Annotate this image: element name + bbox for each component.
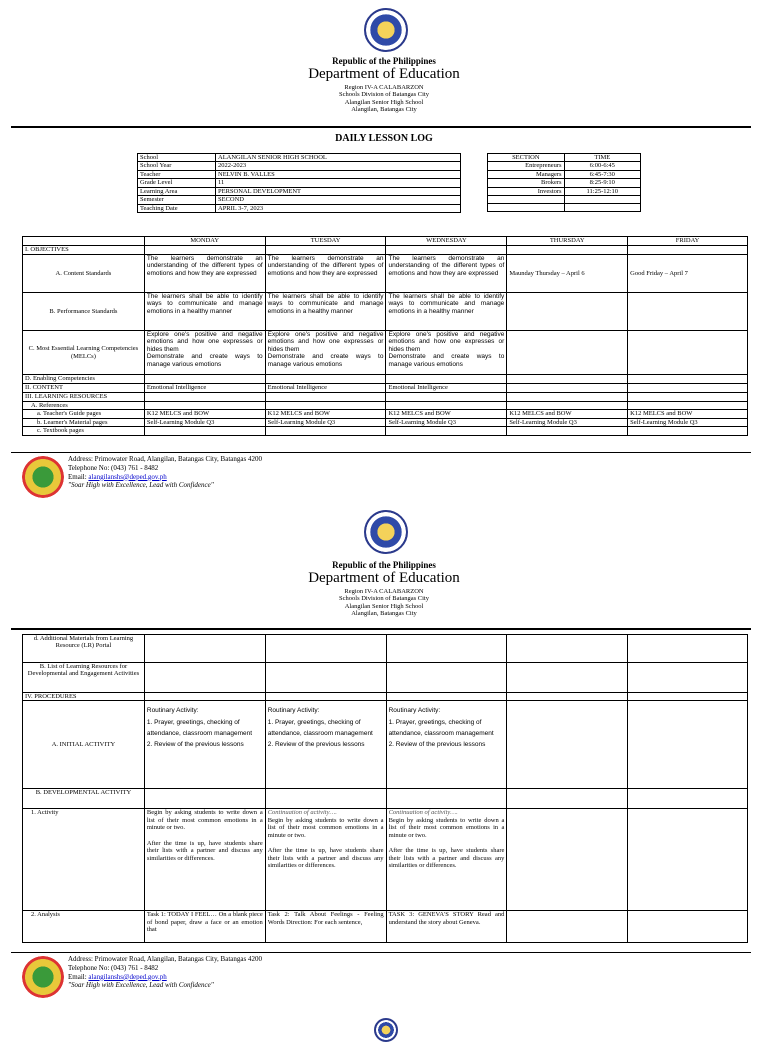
teachers-guide-value: K12 MELCS and BOW [628,410,748,418]
schedule-header: TIME [564,154,640,162]
routinary-item1: 1. Prayer, greetings, checking of attendance, classroom management [267,718,373,737]
address-line: Alangilan, Batangas City [351,106,417,113]
info-value: 2022-2023 [216,162,461,170]
school-logo [22,956,64,998]
activity-item1: Begin by asking students to write down a list of their most common emotions in a minute or two. [388,816,505,839]
content-standards-label: A. Content Standards [23,255,145,293]
republic-label: Republic of the Philippines [332,560,436,570]
page2-footer [68,955,262,990]
performance-standards-label: B. Performance Standards [23,293,145,331]
footer-address: Address: Primowater Road, Alangilan, Batangas City, Batangas 4200 [68,455,262,463]
melcs-label: C. Most Essential Learning Competencies (MELCs) [23,331,145,375]
melcs-text2: Demonstrate and create ways to manage various emotions [146,353,263,368]
content-wednesday: Emotional Intelligence [386,384,507,393]
schedule-section: Investors [488,187,565,195]
activity-wednesday [386,809,507,911]
content-label: II. CONTENT [23,384,145,393]
objectives-label: I. OBJECTIVES [23,246,145,255]
info-key: Semester [138,196,216,204]
analysis-monday: Task 1: TODAY I FEEL… On a blank piece of bond paper, draw a face or an emotion that [144,911,265,943]
info-key: School [138,154,216,162]
activity-item1: Begin by asking students to write down a list of their most common emotions in a minute or two. [267,816,384,839]
melcs-text2: Demonstrate and create ways to manage various emotions [267,353,384,368]
activity-tuesday [265,809,386,911]
schedule-section: Brokers [488,179,565,187]
analysis-label: 2. Analysis [23,911,145,943]
info-value: PERSONAL DEVELOPMENT [216,187,461,195]
activity-monday [144,809,265,911]
deped-seal [364,510,408,554]
initial-activity-label: A. INITIAL ACTIVITY [23,701,145,789]
department-label: Department of Education [308,570,460,587]
routinary-item1: 1. Prayer, greetings, checking of attendance, classroom management [146,718,253,737]
developmental-label: B. DEVELOPMENTAL ACTIVITY [23,789,145,809]
melcs-text2: Demonstrate and create ways to manage various emotions [388,353,505,368]
melcs-tuesday [265,331,386,375]
performance-standards-monday: The learners shall be able to identify ways to communicate and manage emotions in a healthy manner [144,293,265,331]
initial-activity-tuesday [265,701,386,789]
enabling-label: D. Enabling Competencies [23,375,145,384]
routinary-item2: 2. Review of the previous lessons [388,740,486,748]
header-divider [11,628,751,630]
header-divider [11,126,751,128]
doc-title: DAILY LESSON LOG [335,133,433,144]
content-monday: Emotional Intelligence [144,384,265,393]
holiday-thursday: Maunday Thursday – April 6 [507,255,628,293]
info-key: Teaching Date [138,204,216,212]
teachers-guide-value: K12 MELCS and BOW [144,410,265,418]
schedule-section [488,196,565,204]
lesson-table-page1 [22,236,748,436]
melcs-text1: Explore one's positive and negative emotions and how one expresses or hides them [388,331,505,353]
holiday-friday: Good Friday – April 7 [628,255,748,293]
footer-motto: "Soar High with Excellence, Lead with Confidence" [68,981,214,990]
info-key: School Year [138,162,216,170]
info-value: NELVIN B. VALLES [216,170,461,178]
routinary-title: Routinary Activity: [388,707,441,715]
routinary-item1: 1. Prayer, greetings, checking of attendance, classroom management [388,718,494,737]
day-header-friday: FRIDAY [628,237,748,246]
references-label: A. References [23,402,145,410]
performance-standards-wednesday: The learners shall be able to identify ways to communicate and manage emotions in a healthy manner [386,293,507,331]
analysis-wednesday: TASK 3: GENEVA'S STORY Read and understand the story about Geneva. [386,911,507,943]
learners-material-label: b. Learner's Material pages [23,418,145,426]
activity-item2: After the time is up, have students share their lists with a partner and discuss any similarities or differences. [388,847,505,870]
info-table [137,153,461,213]
schedule-header: SECTION [488,154,565,162]
learners-material-value: Self-Learning Module Q3 [265,418,386,426]
day-header-tuesday: TUESDAY [265,237,386,246]
footer-email-link[interactable]: alangilanshs@deped.gov.ph [88,472,167,481]
school-line: Alangilan Senior High School [344,602,424,610]
routinary-item2: 2. Review of the previous lessons [146,740,244,748]
schedule-time [564,204,640,212]
schedule-section [488,204,565,212]
activity-item1: Begin by asking students to write down a list of their most common emotions in a minute or two. [146,809,263,832]
page1-footer [68,455,262,490]
info-value: APRIL 3-7, 2023 [216,204,461,212]
footer-email-link[interactable]: alangilanshs@deped.gov.ph [88,972,167,981]
teachers-guide-value: K12 MELCS and BOW [386,410,507,418]
performance-standards-tuesday: The learners shall be able to identify ways to communicate and manage emotions in a healthy manner [265,293,386,331]
division-line: Schools Division of Batangas City [339,91,429,99]
school-line: Alangilan Senior High School [344,98,424,106]
learners-material-value: Self-Learning Module Q3 [386,418,507,426]
teachers-guide-value: K12 MELCS and BOW [265,410,386,418]
analysis-tuesday: Task 2: Talk About Feelings - Feeling Words Direction: For each sentence, [265,911,386,943]
region-line: Region IV-A CALABARZON [344,83,424,91]
footer-telephone: Telephone No: (043) 761 - 8482 [68,963,159,972]
republic-label: Republic of the Philippines [332,56,436,66]
school-logo [22,456,64,498]
activity-continuation: Continuation of activity…. [388,809,458,817]
footer-divider [11,952,751,953]
footer-email-label: Email: [68,472,87,481]
corner-cell [23,237,145,246]
day-header-wednesday: WEDNESDAY [386,237,507,246]
info-value: ALANGILAN SENIOR HIGH SCHOOL [216,154,461,162]
lesson-table-page2 [22,634,748,943]
learners-material-value: Self-Learning Module Q3 [507,418,628,426]
routinary-title: Routinary Activity: [146,707,199,715]
address-line: Alangilan, Batangas City [351,610,417,617]
department-label: Department of Education [308,66,460,83]
info-value: SECOND [216,196,461,204]
footer-divider [11,452,751,453]
footer-address: Address: Primowater Road, Alangilan, Batangas City, Batangas 4200 [68,955,262,963]
info-key: Learning Area [138,187,216,195]
footer-email-label: Email: [68,972,87,981]
initial-activity-monday [144,701,265,789]
day-header-monday: MONDAY [144,237,265,246]
schedule-section: Entrepreneurs [488,162,565,170]
activity-continuation: Continuation of activity…. [267,809,337,817]
schedule-time: 6:00-6:45 [564,162,640,170]
procedures-label: IV. PROCEDURES [23,693,145,701]
schedule-time: 6:45-7:30 [564,170,640,178]
melcs-monday [144,331,265,375]
day-header-thursday: THURSDAY [507,237,628,246]
division-line: Schools Division of Batangas City [339,595,429,603]
info-key: Grade Level [138,179,216,187]
routinary-title: Routinary Activity: [267,707,320,715]
activity-item2: After the time is up, have students share their lists with a partner and discuss any similarities or differences. [146,839,263,862]
content-standards-tuesday: The learners demonstrate an understanding of the different types of emotions and how they are expressed [265,255,386,293]
content-standards-wednesday: The learners demonstrate an understanding of the different types of emotions and how they are expressed [386,255,507,293]
textbook-label: c. Textbook pages [23,427,145,435]
initial-activity-wednesday [386,701,507,789]
info-key: Teacher [138,170,216,178]
melcs-text1: Explore one's positive and negative emotions and how one expresses or hides them [146,331,263,353]
footer-telephone: Telephone No: (043) 761 - 8482 [68,463,159,472]
learners-material-value: Self-Learning Module Q3 [628,418,748,426]
schedule-table [487,153,641,212]
deped-seal [364,8,408,52]
deped-seal-partial [374,1018,398,1042]
teachers-guide-label: a. Teacher's Guide pages [23,410,145,418]
additional-materials-label: d. Additional Materials from Learning Resource (LR) Portal [23,635,145,663]
schedule-time: 8:25-9:10 [564,179,640,187]
schedule-time: 11:25-12:10 [564,187,640,195]
schedule-section: Managers [488,170,565,178]
resources-label: III. LEARNING RESOURCES [23,393,145,402]
routinary-item2: 2. Review of the previous lessons [267,740,365,748]
melcs-text1: Explore one's positive and negative emotions and how one expresses or hides them [267,331,384,353]
melcs-wednesday [386,331,507,375]
learners-material-value: Self-Learning Module Q3 [144,418,265,426]
teachers-guide-value: K12 MELCS and BOW [507,410,628,418]
activity-item2: After the time is up, have students share their lists with a partner and discuss any similarities or differences. [267,847,384,870]
activity-label: 1. Activity [23,809,145,911]
list-resources-label: B. List of Learning Resources for Developmental and Engagement Activities [23,663,145,693]
page1-header [234,56,534,113]
schedule-time [564,196,640,204]
page2-header [234,560,534,617]
content-tuesday: Emotional Intelligence [265,384,386,393]
region-line: Region IV-A CALABARZON [344,587,424,595]
info-value: 11 [216,179,461,187]
footer-motto: "Soar High with Excellence, Lead with Confidence" [68,481,214,490]
content-standards-monday: The learners demonstrate an understanding of the different types of emotions and how they are expressed [144,255,265,293]
